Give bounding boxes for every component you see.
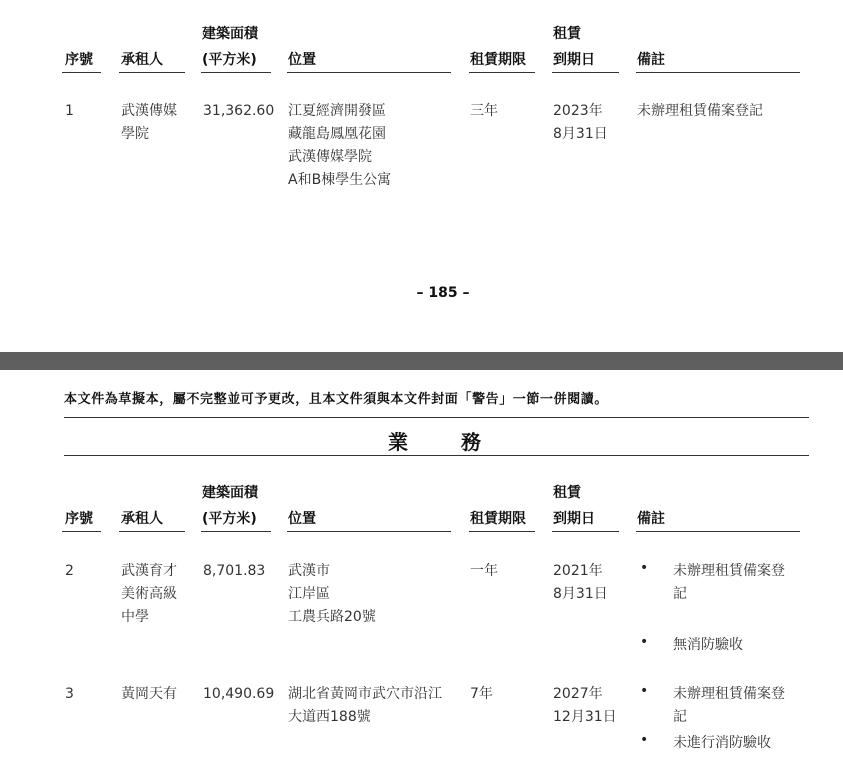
header-underline — [469, 531, 535, 532]
header-underline — [552, 72, 619, 73]
header-area-label-line2: (平方米) — [202, 511, 257, 527]
header-underline — [201, 72, 271, 73]
header-seq: 序號 — [65, 52, 93, 68]
header-seq: 序號 — [65, 511, 93, 527]
header-expiry-label-line1: 租賃 — [553, 26, 581, 42]
header-remarks: 備註 — [637, 511, 665, 527]
header-area-label-line2: (平方米) — [202, 52, 257, 68]
row-3-expiry: 2027年 12月31日 — [553, 686, 617, 725]
row-3-remark-1: 未辦理租賃備案登 記 — [673, 686, 785, 725]
header-area-label-line1: 建築面積 — [202, 485, 258, 501]
draft-notice: 本文件為草擬本，屬不完整並可予更改，且本文件須與本文件封面「警告」一節一併閱讀。 — [64, 392, 609, 407]
row-1-area: 31,362.60 — [203, 103, 275, 119]
banner-rule-bottom — [64, 455, 809, 456]
banner-rule-top — [64, 417, 809, 418]
header-underline — [119, 72, 185, 73]
header-location: 位置 — [288, 52, 316, 68]
header-term: 租賃期限 — [470, 52, 526, 68]
header-area-label-line1: 建築面積 — [202, 26, 258, 42]
row-3-lessee: 黃岡天有 — [121, 686, 177, 702]
header-lessee: 承租人 — [121, 52, 163, 68]
header-underline — [119, 531, 185, 532]
header-underline — [62, 531, 101, 532]
row-2-expiry: 2021年 8月31日 — [553, 563, 608, 602]
header-underline — [62, 72, 101, 73]
row-1-term: 三年 — [470, 103, 498, 119]
header-underline — [636, 531, 800, 532]
header-expiry-label-line2: 到期日 — [553, 511, 595, 527]
header-expiry-label-line1: 租賃 — [553, 485, 581, 501]
row-1-seq: 1 — [65, 103, 74, 119]
row-2-seq: 2 — [65, 563, 74, 579]
row-3-location: 湖北省黃岡市武穴市沿江 大道西188號 — [288, 686, 442, 725]
header-remarks: 備註 — [637, 52, 665, 68]
row-2-area: 8,701.83 — [203, 563, 266, 579]
row-1-expiry: 2023年 8月31日 — [553, 103, 608, 142]
page-number: – 185 – — [416, 285, 470, 301]
row-2-remark-1: 未辦理租賃備案登 記 — [673, 563, 785, 602]
document-page-185 — [0, 0, 843, 352]
row-2-term: 一年 — [470, 563, 498, 579]
section-title-char-1: 業 — [388, 430, 408, 454]
bullet-icon: • — [640, 683, 649, 699]
header-underline — [552, 531, 619, 532]
header-underline — [287, 531, 451, 532]
row-3-term: 7年 — [470, 686, 493, 702]
header-underline — [201, 531, 271, 532]
header-term: 租賃期限 — [470, 511, 526, 527]
row-2-remark-2: 無消防驗收 — [673, 637, 743, 653]
section-title-char-2: 務 — [461, 430, 481, 454]
header-underline — [469, 72, 535, 73]
row-3-seq: 3 — [65, 686, 74, 702]
bullet-icon: • — [640, 634, 649, 650]
row-2-location: 武漢市 江岸區 工農兵路20號 — [288, 563, 376, 625]
row-3-remark-2: 未進行消防驗收 — [673, 735, 771, 751]
row-1-lessee: 武漢傳媒 學院 — [121, 103, 177, 142]
page-separator — [0, 352, 843, 370]
header-expiry-label-line2: 到期日 — [553, 52, 595, 68]
header-location: 位置 — [288, 511, 316, 527]
header-underline — [287, 72, 451, 73]
bullet-icon: • — [640, 560, 649, 576]
row-2-lessee: 武漢育才 美術高級 中學 — [121, 563, 177, 625]
header-lessee: 承租人 — [121, 511, 163, 527]
row-3-area: 10,490.69 — [203, 686, 275, 702]
row-1-location: 江夏經濟開發區 藏龍島鳳凰花園 武漢傳媒學院 A和B棟學生公寓 — [288, 103, 392, 188]
header-underline — [636, 72, 800, 73]
row-1-remark: 未辦理租賃備案登記 — [637, 103, 763, 119]
document-page-next — [0, 370, 843, 776]
bullet-icon: • — [640, 732, 649, 748]
